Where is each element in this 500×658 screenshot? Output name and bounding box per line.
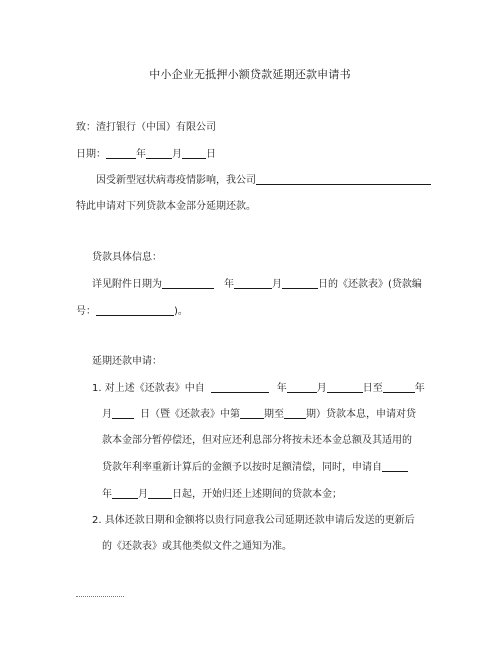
footer-divider bbox=[76, 596, 124, 597]
item1-text-e: 期）贷款本息，申请对贷 bbox=[306, 409, 416, 420]
intro-text-2: 特此申请对下列贷款本金部分延期还款。 bbox=[76, 201, 256, 212]
loan-number-blank[interactable] bbox=[96, 304, 174, 316]
resume-month-text: 月 bbox=[138, 489, 148, 500]
item1-line-3: 款本金部分暂停偿还，但对应还利息部分将按未还本金总额及其适用的 bbox=[102, 435, 412, 446]
item1-text-b: 日至 bbox=[362, 383, 383, 394]
start-year-text: 年 bbox=[276, 383, 287, 394]
recipient-name: 渣打银行（中国）有限公司 bbox=[96, 122, 216, 133]
date-line bbox=[76, 147, 216, 162]
date-year-blank[interactable] bbox=[106, 147, 136, 159]
item1-text-c: 日（暨《还款表》中第 bbox=[140, 409, 240, 420]
attachment-day-text: 日 bbox=[318, 279, 328, 290]
start-month-text: 月 bbox=[316, 383, 327, 394]
attachment-year-blank[interactable] bbox=[162, 277, 214, 289]
document-title: 中小企业无抵押小额贷款延期还款申请书 bbox=[149, 68, 351, 81]
loan-info-text-2: 的《还款表》(贷款编 bbox=[328, 279, 422, 290]
end-period-blank[interactable] bbox=[284, 407, 306, 419]
date-day-blank[interactable] bbox=[182, 147, 206, 159]
loan-info-text-4: )。 bbox=[174, 306, 188, 317]
resume-month-blank[interactable] bbox=[112, 487, 138, 499]
item1-line-4 bbox=[102, 460, 408, 475]
company-reason-blank[interactable] bbox=[256, 173, 431, 185]
resume-year-text: 年 bbox=[102, 489, 112, 500]
item1-text-d: 期至 bbox=[264, 409, 284, 420]
item1-line-1 bbox=[92, 381, 425, 396]
attachment-day-blank[interactable] bbox=[282, 277, 318, 289]
intro-line-1 bbox=[96, 173, 431, 188]
item1-text-g: 贷款年利率重新计算后的金额予以按时足额清偿，同时，申请自 bbox=[102, 462, 382, 473]
recipient-prefix: 致： bbox=[76, 122, 96, 133]
loan-info-line-1 bbox=[92, 277, 422, 292]
year-text: 年 bbox=[136, 149, 146, 160]
item2-line-2: 的《还款表》或其他类似文件之通知为准。 bbox=[102, 541, 292, 552]
extension-heading: 延期还款申请： bbox=[92, 356, 162, 367]
end-month-text: 月 bbox=[102, 409, 112, 420]
start-day-blank[interactable] bbox=[327, 381, 363, 393]
item1-line-2 bbox=[102, 407, 416, 422]
intro-text-1: 因受新型冠状病毒疫情影响，我公司 bbox=[96, 175, 256, 186]
item1-text-h: 日起，开始归还上述期间的贷款本金； bbox=[172, 489, 342, 500]
day-text: 日 bbox=[206, 149, 216, 160]
start-month-blank[interactable] bbox=[287, 381, 317, 393]
item1-line-5 bbox=[102, 487, 342, 502]
resume-year-blank[interactable] bbox=[382, 460, 408, 472]
item1-text-a: 1. 对上述《还款表》中自 bbox=[92, 383, 205, 394]
date-label: 日期： bbox=[76, 149, 106, 160]
attachment-month-blank[interactable] bbox=[234, 277, 272, 289]
intro-line-2 bbox=[76, 200, 256, 214]
recipient-line bbox=[76, 121, 216, 135]
start-period-blank[interactable] bbox=[240, 407, 264, 419]
end-month-blank[interactable] bbox=[112, 407, 134, 419]
loan-number-label: 号： bbox=[76, 306, 96, 317]
attachment-year-text: 年 bbox=[224, 279, 234, 290]
loan-info-text-1: 详见附件日期为 bbox=[92, 279, 162, 290]
item2-line-1: 2. 具体还款日期和金额将以贵行同意我公司延期还款申请后发送的更新后 bbox=[92, 515, 415, 526]
start-year-blank[interactable] bbox=[211, 381, 269, 393]
end-year-blank[interactable] bbox=[383, 381, 415, 393]
month-text: 月 bbox=[172, 149, 182, 160]
end-year-text: 年 bbox=[414, 383, 425, 394]
resume-day-blank[interactable] bbox=[148, 487, 172, 499]
loan-info-heading: 贷款具体信息： bbox=[92, 252, 162, 263]
attachment-month-text: 月 bbox=[272, 279, 282, 290]
loan-info-line-2 bbox=[76, 304, 188, 319]
date-month-blank[interactable] bbox=[146, 147, 172, 159]
